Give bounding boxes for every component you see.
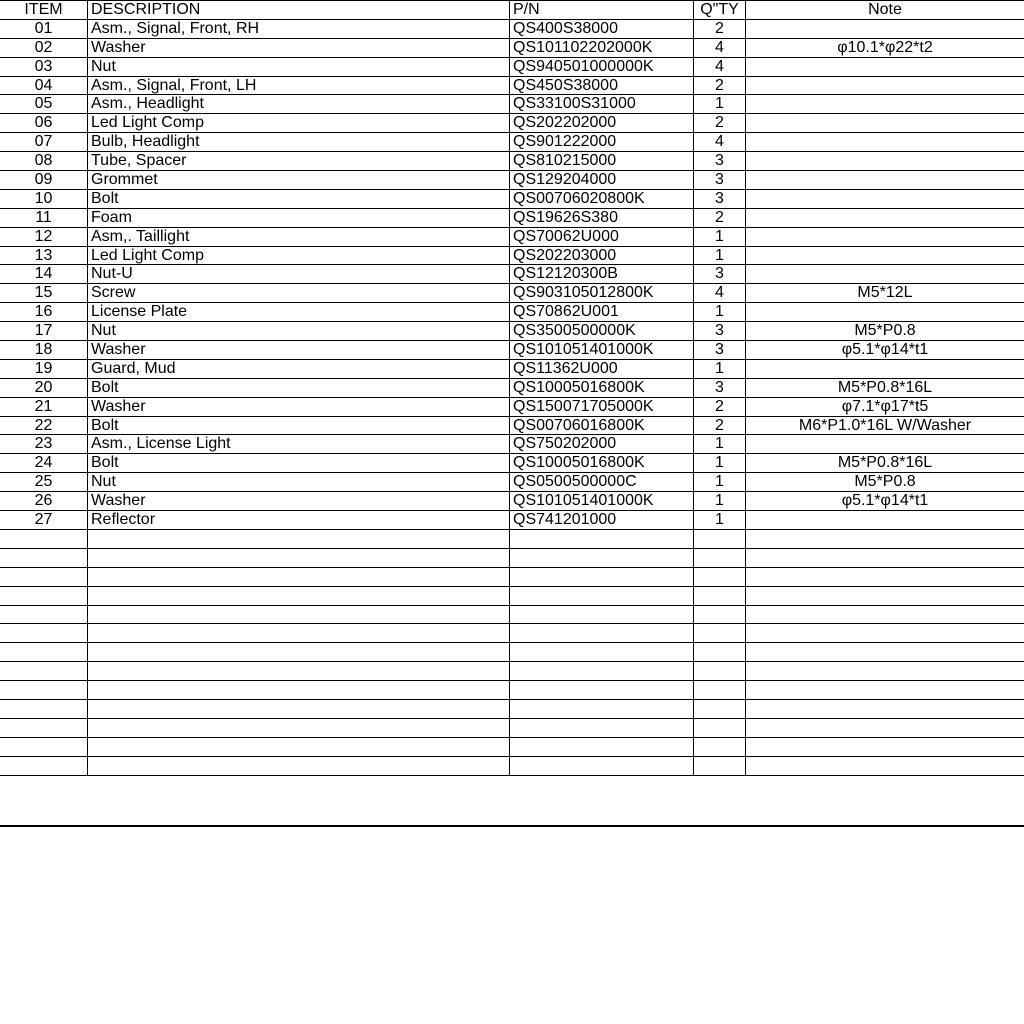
table-row bbox=[0, 529, 1024, 548]
table-row bbox=[0, 454, 1024, 473]
cell-quantity: 2 bbox=[694, 397, 746, 416]
cell-description: Nut bbox=[88, 473, 510, 492]
cell-description: Nut bbox=[88, 322, 510, 341]
cell-item: 06 bbox=[0, 114, 88, 133]
cell-description: Bolt bbox=[88, 378, 510, 397]
cell-part-number bbox=[510, 756, 694, 775]
cell-description: Asm., License Light bbox=[88, 435, 510, 454]
cell-part-number bbox=[510, 586, 694, 605]
cell-item bbox=[0, 529, 88, 548]
cell-part-number: QS202202000 bbox=[510, 114, 694, 133]
cell-description: Washer bbox=[88, 38, 510, 57]
cell-part-number: QS810215000 bbox=[510, 152, 694, 171]
cell-part-number: QS00706020800K bbox=[510, 189, 694, 208]
cell-quantity: 2 bbox=[694, 208, 746, 227]
table-row bbox=[0, 397, 1024, 416]
table-row bbox=[0, 114, 1024, 133]
cell-description: Asm,. Taillight bbox=[88, 227, 510, 246]
cell-quantity: 1 bbox=[694, 435, 746, 454]
cell-item bbox=[0, 718, 88, 737]
cell-quantity: 3 bbox=[694, 171, 746, 190]
cell-note: M5*12L bbox=[746, 284, 1024, 303]
cell-note bbox=[746, 246, 1024, 265]
cell-description bbox=[88, 662, 510, 681]
cell-item bbox=[0, 681, 88, 700]
cell-quantity: 3 bbox=[694, 189, 746, 208]
cell-quantity: 3 bbox=[694, 152, 746, 171]
cell-quantity bbox=[694, 624, 746, 643]
cell-item: 04 bbox=[0, 76, 88, 95]
cell-part-number: QS129204000 bbox=[510, 171, 694, 190]
cell-note: φ5.1*φ14*t1 bbox=[746, 341, 1024, 360]
cell-note bbox=[746, 567, 1024, 586]
cell-description: Reflector bbox=[88, 511, 510, 530]
cell-item: 10 bbox=[0, 189, 88, 208]
cell-description: Washer bbox=[88, 341, 510, 360]
cell-quantity: 1 bbox=[694, 227, 746, 246]
cell-note bbox=[746, 359, 1024, 378]
table-row bbox=[0, 605, 1024, 624]
cell-part-number: QS00706016800K bbox=[510, 416, 694, 435]
header-quantity: Q"TY bbox=[694, 1, 746, 20]
cell-note bbox=[746, 435, 1024, 454]
cell-description: Nut bbox=[88, 57, 510, 76]
cell-part-number: QS101051401000K bbox=[510, 341, 694, 360]
cell-note bbox=[746, 718, 1024, 737]
cell-quantity: 1 bbox=[694, 473, 746, 492]
cell-note bbox=[746, 586, 1024, 605]
cell-description bbox=[88, 756, 510, 775]
table-row bbox=[0, 341, 1024, 360]
header-note: Note bbox=[746, 1, 1024, 20]
cell-part-number: QS12120300B bbox=[510, 265, 694, 284]
table-row bbox=[0, 737, 1024, 756]
cell-item: 02 bbox=[0, 38, 88, 57]
cell-item: 21 bbox=[0, 397, 88, 416]
cell-description: Washer bbox=[88, 397, 510, 416]
cell-part-number: QS750202000 bbox=[510, 435, 694, 454]
cell-description: Led Light Comp bbox=[88, 246, 510, 265]
cell-part-number: QS101051401000K bbox=[510, 492, 694, 511]
cell-quantity: 3 bbox=[694, 378, 746, 397]
cell-note bbox=[746, 265, 1024, 284]
cell-note: φ7.1*φ17*t5 bbox=[746, 397, 1024, 416]
cell-description: Bolt bbox=[88, 189, 510, 208]
cell-description: Asm., Headlight bbox=[88, 95, 510, 114]
cell-item: 26 bbox=[0, 492, 88, 511]
cell-item: 13 bbox=[0, 246, 88, 265]
cell-description: Screw bbox=[88, 284, 510, 303]
table-row bbox=[0, 303, 1024, 322]
cell-part-number: QS70862U001 bbox=[510, 303, 694, 322]
cell-description bbox=[88, 699, 510, 718]
table-row bbox=[0, 189, 1024, 208]
cell-description: Bolt bbox=[88, 416, 510, 435]
cell-description: Grommet bbox=[88, 171, 510, 190]
cell-item: 05 bbox=[0, 95, 88, 114]
cell-part-number bbox=[510, 605, 694, 624]
cell-part-number: QS3500500000K bbox=[510, 322, 694, 341]
cell-part-number bbox=[510, 529, 694, 548]
cell-item bbox=[0, 756, 88, 775]
table-row bbox=[0, 378, 1024, 397]
cell-part-number: QS10005016800K bbox=[510, 378, 694, 397]
cell-description bbox=[88, 586, 510, 605]
cell-note bbox=[746, 227, 1024, 246]
cell-description bbox=[88, 624, 510, 643]
table-row bbox=[0, 322, 1024, 341]
cell-note bbox=[746, 737, 1024, 756]
cell-note bbox=[746, 76, 1024, 95]
cell-part-number bbox=[510, 681, 694, 700]
cell-note bbox=[746, 19, 1024, 38]
cell-part-number bbox=[510, 643, 694, 662]
cell-quantity bbox=[694, 718, 746, 737]
cell-part-number: QS202203000 bbox=[510, 246, 694, 265]
cell-note bbox=[746, 662, 1024, 681]
cell-description bbox=[88, 718, 510, 737]
cell-note: M5*P0.8 bbox=[746, 322, 1024, 341]
cell-item: 01 bbox=[0, 19, 88, 38]
cell-quantity: 3 bbox=[694, 322, 746, 341]
cell-note: φ5.1*φ14*t1 bbox=[746, 492, 1024, 511]
cell-part-number: QS19626S380 bbox=[510, 208, 694, 227]
cell-item: 23 bbox=[0, 435, 88, 454]
cell-quantity bbox=[694, 756, 746, 775]
cell-item: 16 bbox=[0, 303, 88, 322]
bottom-rule bbox=[0, 825, 1024, 827]
table-row bbox=[0, 511, 1024, 530]
cell-note bbox=[746, 171, 1024, 190]
cell-note bbox=[746, 303, 1024, 322]
cell-item: 11 bbox=[0, 208, 88, 227]
cell-note: M5*P0.8*16L bbox=[746, 378, 1024, 397]
cell-note bbox=[746, 756, 1024, 775]
table-row bbox=[0, 133, 1024, 152]
table-row bbox=[0, 718, 1024, 737]
cell-note bbox=[746, 511, 1024, 530]
cell-note bbox=[746, 208, 1024, 227]
table-row bbox=[0, 548, 1024, 567]
table-row bbox=[0, 95, 1024, 114]
cell-description bbox=[88, 605, 510, 624]
table-row bbox=[0, 38, 1024, 57]
table-row bbox=[0, 227, 1024, 246]
cell-description: Foam bbox=[88, 208, 510, 227]
cell-note: M6*P1.0*16L W/Washer bbox=[746, 416, 1024, 435]
cell-note bbox=[746, 643, 1024, 662]
cell-part-number: QS940501000000K bbox=[510, 57, 694, 76]
cell-quantity: 3 bbox=[694, 341, 746, 360]
cell-quantity: 4 bbox=[694, 38, 746, 57]
cell-note: φ10.1*φ22*t2 bbox=[746, 38, 1024, 57]
cell-description: Bulb, Headlight bbox=[88, 133, 510, 152]
cell-note bbox=[746, 699, 1024, 718]
cell-part-number bbox=[510, 624, 694, 643]
table-row bbox=[0, 171, 1024, 190]
table-row bbox=[0, 699, 1024, 718]
cell-part-number: QS400S38000 bbox=[510, 19, 694, 38]
cell-description: Guard, Mud bbox=[88, 359, 510, 378]
table-row bbox=[0, 208, 1024, 227]
table-row bbox=[0, 246, 1024, 265]
cell-item bbox=[0, 624, 88, 643]
cell-item bbox=[0, 605, 88, 624]
cell-quantity: 4 bbox=[694, 284, 746, 303]
cell-quantity bbox=[694, 529, 746, 548]
cell-item: 25 bbox=[0, 473, 88, 492]
cell-description: Tube, Spacer bbox=[88, 152, 510, 171]
cell-part-number: QS741201000 bbox=[510, 511, 694, 530]
cell-item: 20 bbox=[0, 378, 88, 397]
cell-part-number: QS11362U000 bbox=[510, 359, 694, 378]
cell-item: 17 bbox=[0, 322, 88, 341]
cell-note bbox=[746, 529, 1024, 548]
cell-note bbox=[746, 681, 1024, 700]
cell-part-number: QS450S38000 bbox=[510, 76, 694, 95]
cell-part-number bbox=[510, 718, 694, 737]
cell-description bbox=[88, 548, 510, 567]
cell-part-number: QS901222000 bbox=[510, 133, 694, 152]
table-body bbox=[0, 19, 1024, 775]
cell-description: License Plate bbox=[88, 303, 510, 322]
cell-part-number bbox=[510, 548, 694, 567]
cell-item: 09 bbox=[0, 171, 88, 190]
cell-quantity bbox=[694, 548, 746, 567]
cell-part-number bbox=[510, 737, 694, 756]
table-row bbox=[0, 643, 1024, 662]
cell-item: 07 bbox=[0, 133, 88, 152]
cell-quantity: 1 bbox=[694, 454, 746, 473]
cell-item: 15 bbox=[0, 284, 88, 303]
cell-item bbox=[0, 643, 88, 662]
cell-item bbox=[0, 737, 88, 756]
cell-quantity: 3 bbox=[694, 265, 746, 284]
cell-note bbox=[746, 189, 1024, 208]
cell-quantity: 4 bbox=[694, 57, 746, 76]
header-item: ITEM bbox=[0, 1, 88, 20]
cell-quantity: 4 bbox=[694, 133, 746, 152]
cell-part-number: QS101102202000K bbox=[510, 38, 694, 57]
cell-note bbox=[746, 152, 1024, 171]
cell-quantity: 2 bbox=[694, 19, 746, 38]
cell-quantity: 2 bbox=[694, 114, 746, 133]
cell-item: 18 bbox=[0, 341, 88, 360]
cell-part-number: QS70062U000 bbox=[510, 227, 694, 246]
cell-quantity: 1 bbox=[694, 359, 746, 378]
cell-note: M5*P0.8 bbox=[746, 473, 1024, 492]
cell-quantity: 2 bbox=[694, 416, 746, 435]
table-row bbox=[0, 284, 1024, 303]
cell-item: 14 bbox=[0, 265, 88, 284]
cell-quantity: 1 bbox=[694, 511, 746, 530]
cell-quantity bbox=[694, 567, 746, 586]
table-row bbox=[0, 57, 1024, 76]
cell-quantity bbox=[694, 586, 746, 605]
cell-description: Led Light Comp bbox=[88, 114, 510, 133]
cell-part-number bbox=[510, 699, 694, 718]
cell-quantity bbox=[694, 737, 746, 756]
cell-quantity bbox=[694, 699, 746, 718]
table-row bbox=[0, 756, 1024, 775]
cell-item bbox=[0, 662, 88, 681]
table-row bbox=[0, 662, 1024, 681]
cell-part-number bbox=[510, 567, 694, 586]
cell-note bbox=[746, 57, 1024, 76]
cell-quantity: 1 bbox=[694, 246, 746, 265]
cell-part-number: QS33100S31000 bbox=[510, 95, 694, 114]
cell-item: 27 bbox=[0, 511, 88, 530]
table-header-row bbox=[0, 1, 1024, 20]
header-part-number: P/N bbox=[510, 1, 694, 20]
cell-note bbox=[746, 548, 1024, 567]
cell-note bbox=[746, 114, 1024, 133]
cell-description bbox=[88, 681, 510, 700]
table-row bbox=[0, 492, 1024, 511]
cell-item: 19 bbox=[0, 359, 88, 378]
cell-quantity: 1 bbox=[694, 303, 746, 322]
cell-quantity bbox=[694, 605, 746, 624]
table-row bbox=[0, 473, 1024, 492]
cell-part-number: QS903105012800K bbox=[510, 284, 694, 303]
cell-part-number: QS0500500000C bbox=[510, 473, 694, 492]
cell-quantity bbox=[694, 643, 746, 662]
header-description: DESCRIPTION bbox=[88, 1, 510, 20]
cell-description bbox=[88, 567, 510, 586]
cell-item bbox=[0, 567, 88, 586]
table-row bbox=[0, 681, 1024, 700]
cell-description: Washer bbox=[88, 492, 510, 511]
table-row bbox=[0, 624, 1024, 643]
cell-description bbox=[88, 737, 510, 756]
cell-quantity: 1 bbox=[694, 492, 746, 511]
cell-item: 03 bbox=[0, 57, 88, 76]
cell-description: Asm., Signal, Front, LH bbox=[88, 76, 510, 95]
cell-item bbox=[0, 548, 88, 567]
table-row bbox=[0, 416, 1024, 435]
cell-description bbox=[88, 529, 510, 548]
cell-quantity bbox=[694, 681, 746, 700]
cell-note: M5*P0.8*16L bbox=[746, 454, 1024, 473]
table-row bbox=[0, 152, 1024, 171]
cell-item: 24 bbox=[0, 454, 88, 473]
cell-note bbox=[746, 624, 1024, 643]
cell-item: 08 bbox=[0, 152, 88, 171]
table-row bbox=[0, 586, 1024, 605]
cell-item bbox=[0, 586, 88, 605]
cell-item: 12 bbox=[0, 227, 88, 246]
table-row bbox=[0, 435, 1024, 454]
table-row bbox=[0, 76, 1024, 95]
cell-quantity bbox=[694, 662, 746, 681]
cell-item: 22 bbox=[0, 416, 88, 435]
cell-part-number: QS150071705000K bbox=[510, 397, 694, 416]
cell-quantity: 2 bbox=[694, 76, 746, 95]
table-row bbox=[0, 265, 1024, 284]
cell-part-number bbox=[510, 662, 694, 681]
cell-quantity: 1 bbox=[694, 95, 746, 114]
table-row bbox=[0, 359, 1024, 378]
cell-note bbox=[746, 133, 1024, 152]
cell-description: Bolt bbox=[88, 454, 510, 473]
cell-item bbox=[0, 699, 88, 718]
cell-note bbox=[746, 605, 1024, 624]
cell-note bbox=[746, 95, 1024, 114]
cell-part-number: QS10005016800K bbox=[510, 454, 694, 473]
cell-description: Asm., Signal, Front, RH bbox=[88, 19, 510, 38]
cell-description bbox=[88, 643, 510, 662]
cell-description: Nut-U bbox=[88, 265, 510, 284]
table-row bbox=[0, 567, 1024, 586]
table-row bbox=[0, 19, 1024, 38]
